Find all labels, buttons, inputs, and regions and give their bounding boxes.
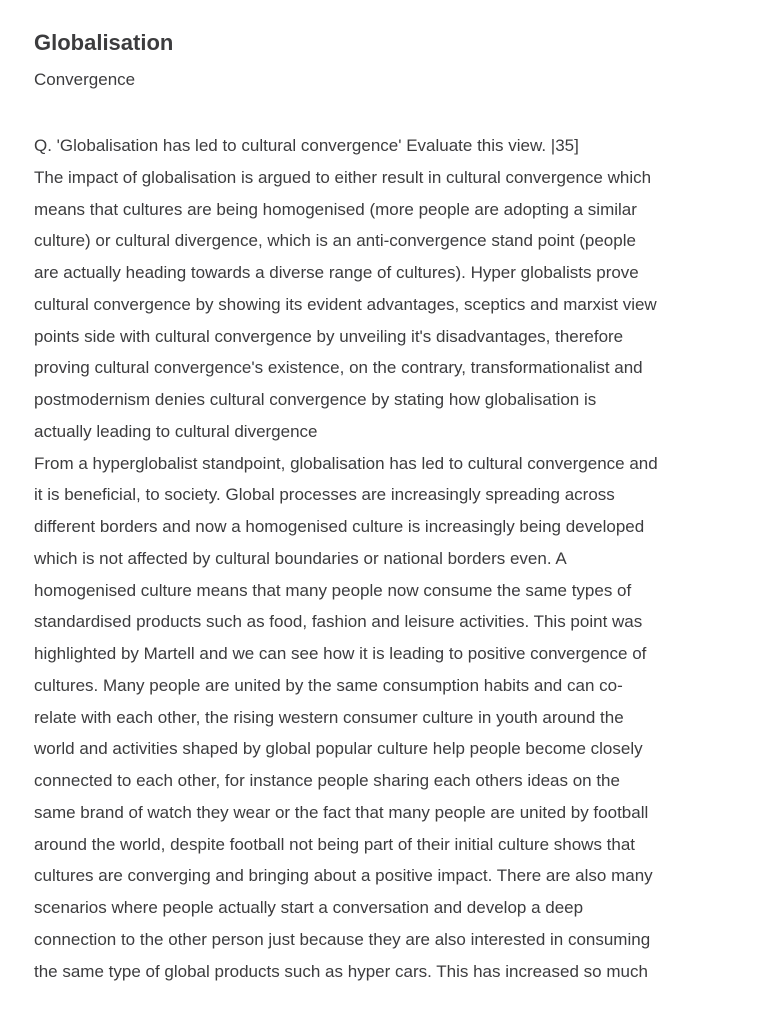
body-line: points side with cultural convergence by unveiling it's disadvantages, therefore <box>34 326 624 346</box>
body-line: which is not affected by cultural boundaries or national borders even. A <box>34 548 567 568</box>
body-line: connected to each other, for instance people sharing each others ideas on the <box>34 771 620 790</box>
question-line: Q. 'Globalisation has led to cultural convergence' Evaluate this view. |35] <box>34 136 579 155</box>
body-line: homogenised culture means that many people now consume the same types of <box>34 580 632 600</box>
body-line: postmodernism denies cultural convergence by stating how globalisation is <box>34 390 597 409</box>
body-line: scenarios where people actually start a conversation and develop a deep <box>34 898 584 917</box>
body-line: cultures. Many people are united by the same consumption habits and can co- <box>34 675 623 695</box>
body-line: the same type of global products such as hyper cars. This has increased so much <box>34 961 648 981</box>
body-line: are actually heading towards a diverse range of cultures). Hyper globalists prove <box>34 263 639 282</box>
body-line: different borders and now a homogenised culture is increasingly being developed <box>34 517 645 536</box>
body-line: connection to the other person just because they are also interested in consuming <box>34 929 651 949</box>
note-title: Globalisation <box>34 30 174 55</box>
body-line: means that cultures are being homogenised (more people are adopting a similar <box>34 199 637 219</box>
body-line: From a hyperglobalist standpoint, globalisation has led to cultural convergence and <box>34 453 658 473</box>
body-line: it is beneficial, to society. Global processes are increasingly spreading across <box>34 485 615 505</box>
body-line: around the world, despite football not being part of their initial culture shows that <box>34 834 636 854</box>
body-line: relate with each other, the rising western consumer culture in youth around the <box>34 707 624 727</box>
body-line: cultural convergence by showing its evident advantages, sceptics and marxist view <box>34 294 657 314</box>
body-line: proving cultural convergence's existence, on the contrary, transformationalist and <box>34 358 643 378</box>
body-line: world and activities shaped by global popular culture help people become closely <box>34 739 643 759</box>
body-line: culture) or cultural divergence, which is an anti-convergence stand point (people <box>34 231 636 251</box>
body-line: standardised products such as food, fashion and leisure activities. This point was <box>34 612 643 632</box>
body-line: The impact of globalisation is argued to either result in cultural convergence which <box>34 167 652 187</box>
body-line: highlighted by Martell and we can see how it is leading to positive convergence of <box>34 644 647 663</box>
note-content <box>34 29 740 987</box>
body-line: actually leading to cultural divergence <box>34 421 318 441</box>
body-line: cultures are converging and bringing about a positive impact. There are also many <box>34 866 653 886</box>
note-body <box>34 130 740 987</box>
note-subtitle: Convergence <box>34 70 136 89</box>
body-line: same brand of watch they wear or the fact that many people are united by football <box>34 802 649 822</box>
